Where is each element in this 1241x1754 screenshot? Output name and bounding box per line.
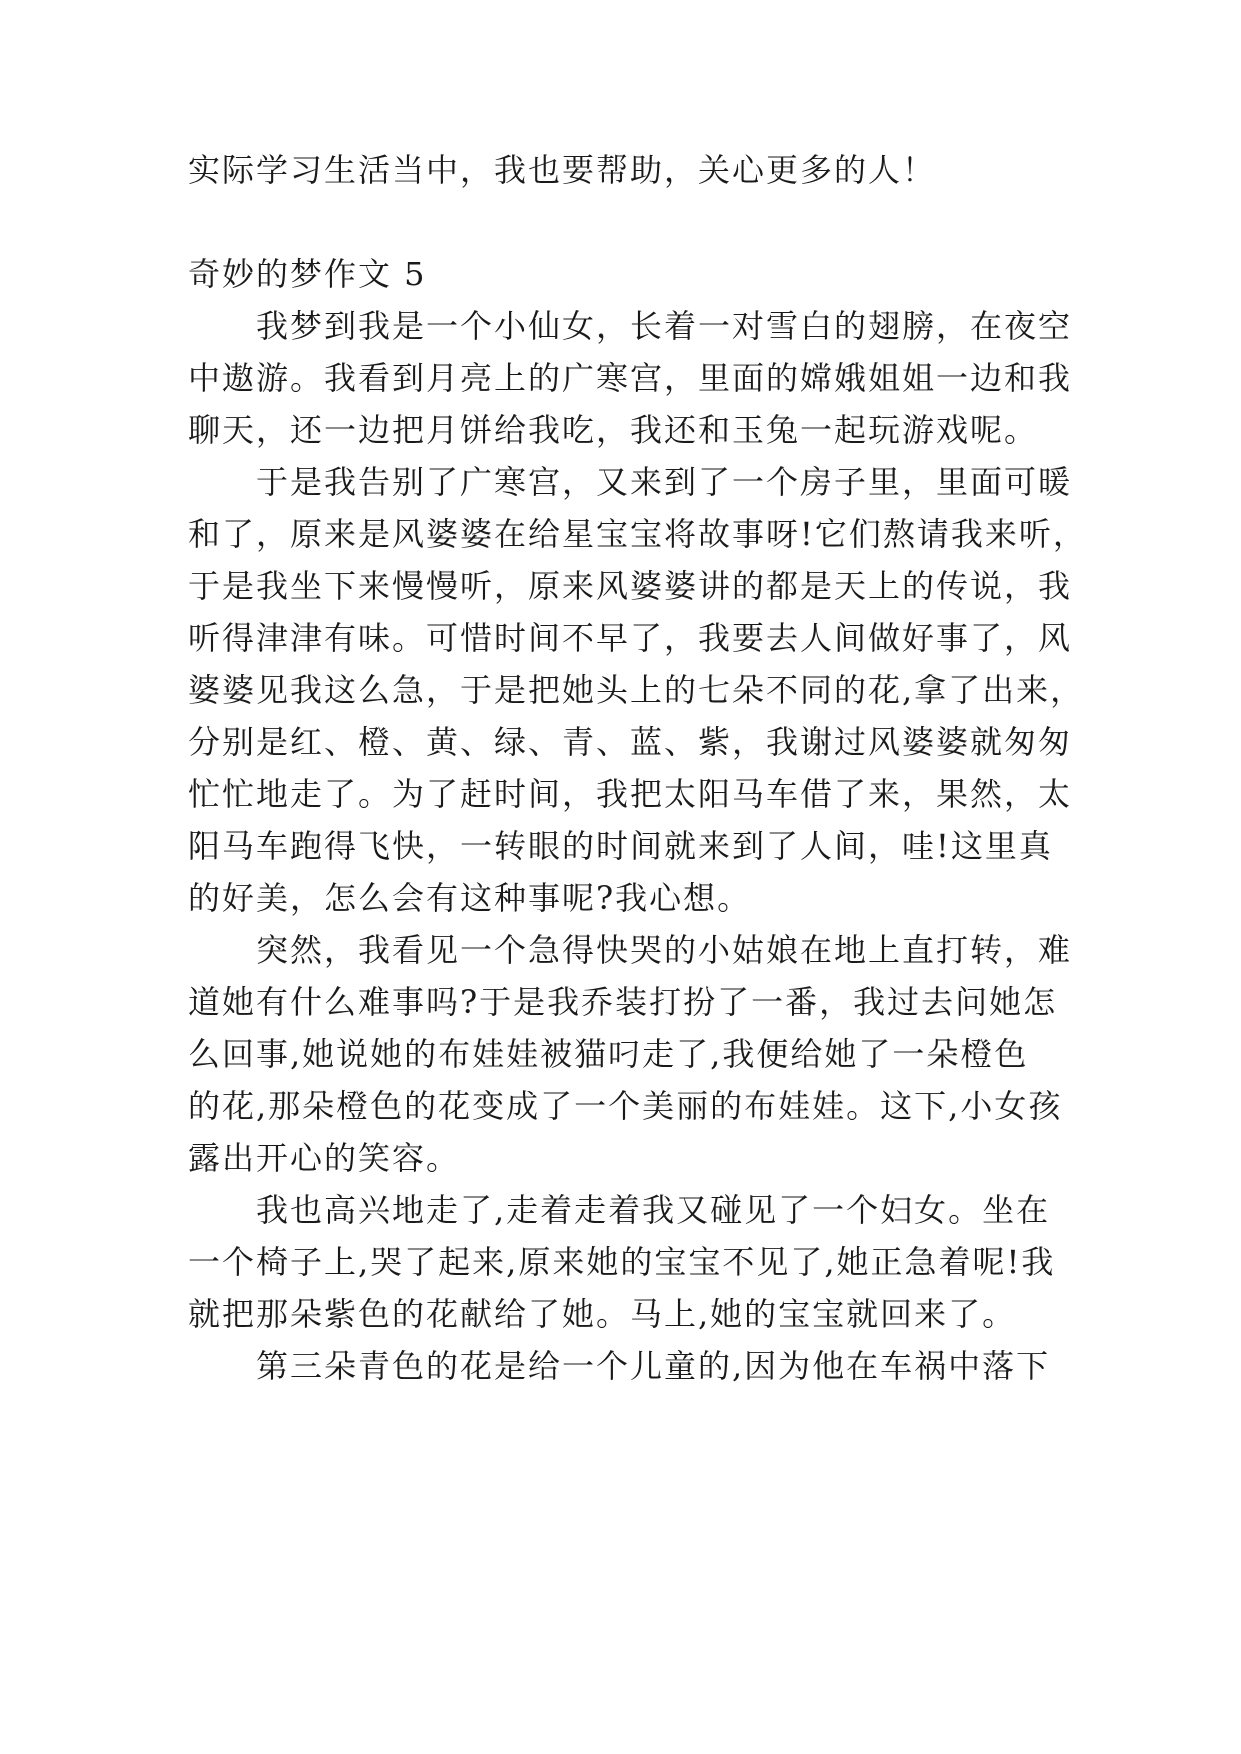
- text-line: 的花,那朵橙色的花变成了一个美丽的布娃娃。这下,小女孩: [188, 1087, 1063, 1125]
- text-line: 阳马车跑得飞快，一转眼的时间就来到了人间，哇!这里真: [188, 827, 1053, 865]
- text-line: 我也高兴地走了,走着走着我又碰见了一个妇女。坐在: [188, 1191, 1051, 1229]
- text-line: 的好美，怎么会有这种事呢?我心想。: [188, 879, 752, 917]
- text-line: 和了，原来是风婆婆在给星宝宝将故事呀!它们熬请我来听，: [188, 515, 1087, 553]
- section-title: 奇妙的梦作文 5: [188, 255, 427, 293]
- text-line: 聊天，还一边把月饼给我吃，我还和玉兔一起玩游戏呢。: [188, 411, 1039, 449]
- text-line: 于是我告别了广寒宫，又来到了一个房子里，里面可暖: [188, 463, 1073, 501]
- text-line: 道她有什么难事吗?于是我乔装打扮了一番，我过去问她怎: [188, 983, 1058, 1021]
- text-line: 忙忙地走了。为了赶时间，我把太阳马车借了来，果然，太: [188, 775, 1073, 813]
- text-line: 第三朵青色的花是给一个儿童的,因为他在车祸中落下: [188, 1347, 1051, 1385]
- text-line: 露出开心的笑容。: [188, 1139, 461, 1177]
- text-line: 于是我坐下来慢慢听，原来风婆婆讲的都是天上的传说，我: [188, 567, 1073, 605]
- text-line: 么回事,她说她的布娃娃被猫叼走了,我便给她了一朵橙色: [188, 1035, 1029, 1073]
- text-line: 就把那朵紫色的花献给了她。马上,她的宝宝就回来了。: [188, 1295, 1017, 1333]
- text-line: 突然，我看见一个急得快哭的小姑娘在地上直打转，难: [188, 931, 1073, 969]
- text-line: 听得津津有味。可惜时间不早了，我要去人间做好事了，风: [188, 619, 1073, 657]
- text-line: 我梦到我是一个小仙女，长着一对雪白的翅膀，在夜空: [188, 307, 1073, 345]
- text-line: 婆婆见我这么急，于是把她头上的七朵不同的花,拿了出来，: [188, 671, 1085, 709]
- text-line: 一个椅子上,哭了起来,原来她的宝宝不见了,她正急着呢!我: [188, 1243, 1056, 1281]
- paragraph-tail: 实际学习生活当中，我也要帮助，关心更多的人！: [188, 151, 937, 189]
- text-line: 中遨游。我看到月亮上的广寒宫，里面的嫦娥姐姐一边和我: [188, 359, 1073, 397]
- text-line: 分别是红、橙、黄、绿、青、蓝、紫，我谢过风婆婆就匆匆: [188, 723, 1073, 761]
